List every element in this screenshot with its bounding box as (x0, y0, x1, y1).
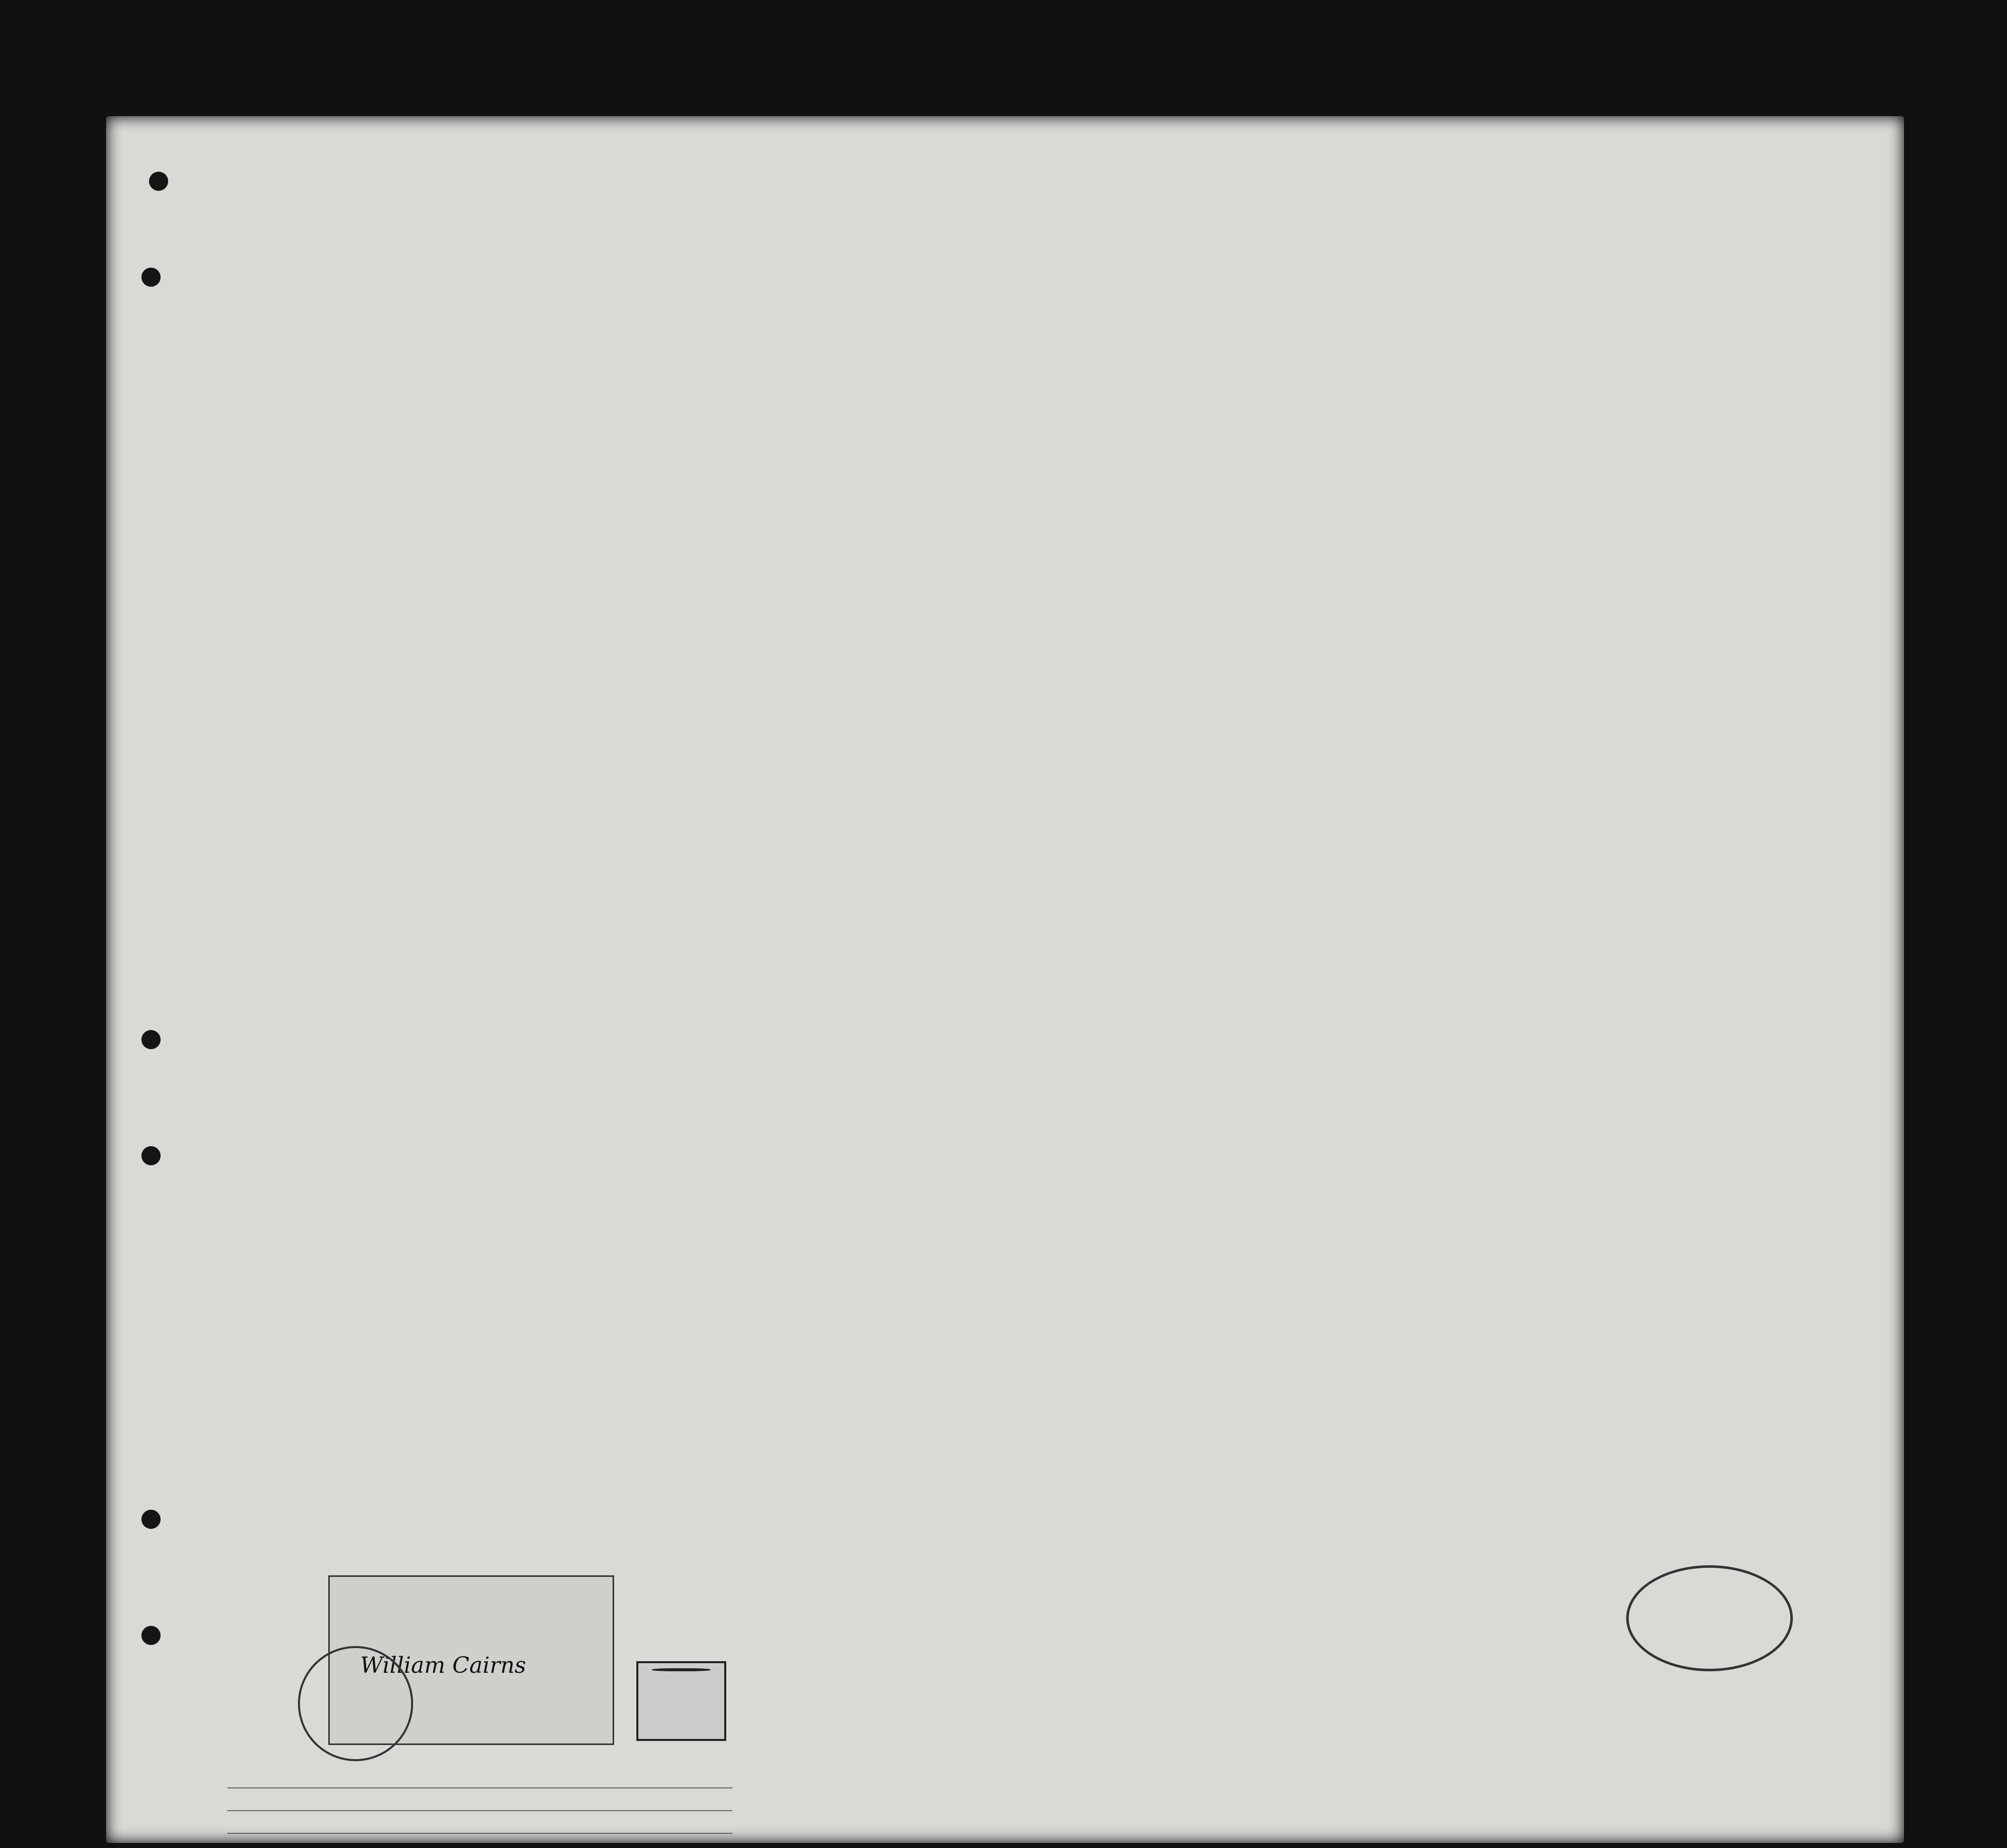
sheet-number (1794, 164, 1803, 186)
fee-stamp-amount (652, 1668, 711, 1671)
punch-hole (141, 268, 161, 287)
punch-hole (149, 172, 168, 191)
crew-table (182, 341, 1843, 1684)
consulate-seal (298, 1646, 413, 1761)
vessel-line (308, 302, 1823, 332)
punch-hole (141, 1510, 161, 1529)
punch-hole (141, 1146, 161, 1165)
vice-consul-signature: William Cairns (360, 1653, 526, 1678)
punch-hole (141, 1030, 161, 1049)
mm-office-stamp (1626, 1565, 1793, 1671)
fee-stamp (636, 1661, 726, 1741)
punch-hole (141, 1626, 161, 1645)
manifest-sheet (106, 116, 1904, 1843)
